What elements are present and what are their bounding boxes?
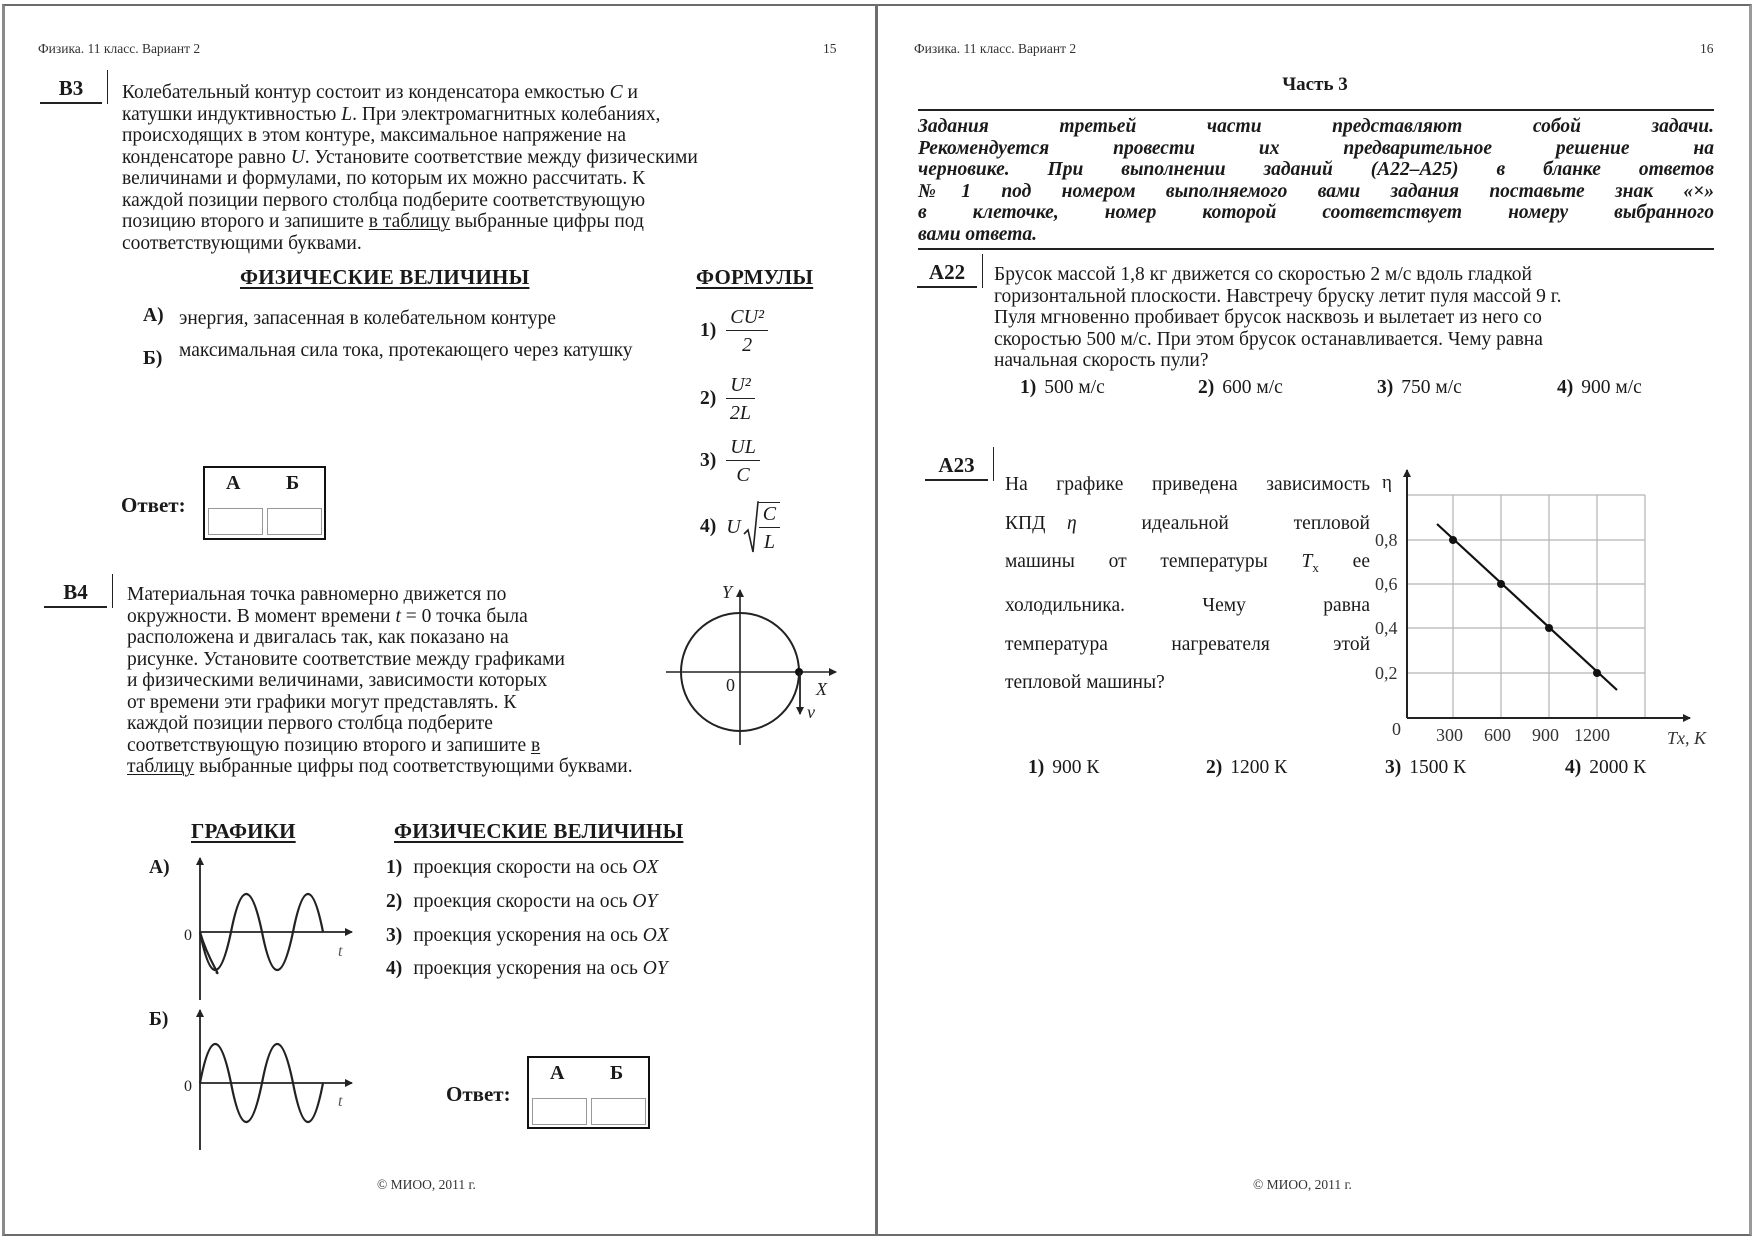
task-label-text: B4 (63, 580, 88, 604)
b3-answer-table (203, 466, 326, 540)
quantity-axis: OY (642, 958, 668, 979)
task-label-b3 (40, 76, 102, 104)
page-footer: © МИОО, 2011 г. (1253, 1177, 1352, 1192)
b3-line: происходящих в этом контуре, максимальное напряжение на (122, 125, 626, 146)
b4-col1-heading: ГРАФИКИ (191, 819, 296, 843)
b3-answer-cell-a[interactable] (208, 508, 263, 535)
quantity-3 (386, 925, 669, 947)
numerator: CU² (726, 306, 768, 331)
option-number: 4) (1557, 377, 1574, 398)
a22-option-2[interactable] (1198, 377, 1283, 399)
instruction-line: Рекомендуется провести их предварительное решение на (918, 137, 1714, 159)
graph-a-origin: 0 (184, 927, 192, 944)
y-tick: 0,2 (1375, 663, 1398, 683)
quantity-label: 3) (386, 925, 403, 946)
graph-b-label: Б) (149, 1009, 169, 1030)
a23-option-4[interactable] (1565, 757, 1646, 779)
origin-label: 0 (1392, 719, 1401, 739)
fraction (759, 502, 780, 553)
b3-item-b-text: максимальная сила тока, протекающего через катушку (179, 340, 633, 361)
page-header-title: Физика. 11 класс. Вариант 2 (38, 41, 201, 56)
instruction-line: №1 под номером выполняемого вами задания поставьте знак «×» (918, 180, 1714, 202)
page-footer: © МИОО, 2011 г. (377, 1177, 476, 1192)
formula-1 (700, 306, 768, 356)
denominator: 2L (729, 402, 752, 424)
b4-line: Материальная точка равномерно движется по (127, 584, 507, 605)
part-title: Часть 3 (1282, 74, 1348, 95)
option-number: 4) (1565, 757, 1582, 778)
graph-a (180, 850, 360, 1010)
quantity-label: 4) (386, 958, 403, 979)
a22-option-1[interactable] (1020, 377, 1105, 399)
chart-y-label: η (1382, 472, 1392, 493)
efficiency-line (1437, 524, 1617, 690)
formula-label: 2) (700, 388, 717, 409)
x-tick: 600 (1484, 725, 1511, 745)
instructions-bottom-rule (918, 248, 1714, 250)
graph-b-t-label: t (338, 1093, 343, 1110)
instruction-line: Задания третьей части представляют собой задачи. (918, 116, 1714, 137)
a22-option-4[interactable] (1557, 377, 1642, 399)
task-label-a23 (925, 453, 988, 481)
formula-2 (700, 374, 755, 424)
option-text: 900 м/с (1581, 377, 1642, 398)
x-tick: 1200 (1574, 725, 1610, 745)
circular-motion-figure (660, 580, 840, 760)
a23-line: температура нагревателя этой (1005, 633, 1370, 655)
a23-option-3[interactable] (1385, 757, 1466, 779)
a23-line: КПД η идеальной тепловой (1005, 512, 1370, 534)
quantity-4 (386, 958, 668, 980)
page-header-title: Физика. 11 класс. Вариант 2 (914, 41, 1077, 56)
a23-option-1[interactable] (1028, 757, 1099, 779)
b4-line: от времени эти графики могут представлять. К (127, 691, 517, 713)
quantity-1 (386, 857, 658, 879)
chart-x-label: Tх, К (1667, 728, 1706, 748)
b3-question-text (122, 82, 836, 254)
option-text: 600 м/с (1222, 377, 1283, 398)
graph-a-label: А) (149, 857, 170, 878)
b4-line: таблицу выбранные цифры под соответствующими буквами. (127, 756, 633, 777)
b4-line: каждой позиции первого столбца подберите (127, 713, 493, 734)
b3-item-a-text: энергия, запасенная в колебательном контуре (179, 308, 556, 329)
b3-answer-cell-b[interactable] (267, 508, 322, 535)
quantity-text: проекция ускорения на ось (413, 958, 643, 979)
task-label-a22 (917, 260, 977, 288)
instructions-top-rule (918, 109, 1714, 111)
sqrt-sign-icon (743, 500, 759, 554)
b3-item-b-label: Б) (143, 348, 163, 369)
a23-line: машины от температуры $T_х$ ее (1005, 551, 1370, 575)
sqrt-expression (726, 500, 780, 554)
option-number: 3) (1385, 757, 1402, 778)
option-text: 900 К (1052, 757, 1100, 778)
b3-col2-heading: ФОРМУЛЫ (696, 265, 814, 289)
b4-answer-cell-a[interactable] (532, 1098, 587, 1125)
option-number: 1) (1028, 757, 1045, 778)
a22-question-text (994, 264, 1714, 372)
a23-option-2[interactable] (1206, 757, 1287, 779)
option-text: 1200 К (1230, 757, 1288, 778)
option-text: 750 м/с (1401, 377, 1462, 398)
x-axis-label: X (816, 679, 827, 699)
instruction-line: в клеточке, номер которой соответствует номеру выбранного (918, 202, 1714, 223)
b4-answer-label: Ответ: (446, 1082, 511, 1106)
task-label-text: А22 (928, 260, 966, 284)
option-number: 1) (1020, 377, 1037, 398)
instruction-line: черновике. При выполнении заданий (А22–А25) в бланке ответов (918, 159, 1714, 180)
graph-a-t-label: t (338, 943, 343, 960)
part-instructions (918, 116, 1714, 245)
a22-option-3[interactable] (1377, 377, 1462, 399)
b4-line: и физическими величинами, зависимости которых (127, 670, 548, 691)
denominator: 2 (742, 334, 753, 356)
a23-line: На графике приведена зависимость (1005, 474, 1370, 495)
b4-line: соответствующую позицию второго и запишите в (127, 734, 541, 756)
answer-col-a-header: А (226, 472, 241, 494)
formula-4 (700, 500, 780, 554)
efficiency-chart (1370, 460, 1710, 750)
b3-line: катушки индуктивностью L. При электромагнитных колебаниях, (122, 103, 661, 125)
a22-line: Брусок массой 1,8 кг движется со скоростью 2 м/с вдоль гладкой (994, 264, 1532, 285)
fraction (726, 306, 768, 356)
b4-col2-heading: ФИЗИЧЕСКИЕ ВЕЛИЧИНЫ (394, 819, 684, 843)
formula-label: 3) (700, 450, 717, 471)
denominator: C (736, 464, 750, 486)
answer-col-b-header: Б (610, 1062, 624, 1084)
page-number: 16 (1700, 41, 1714, 56)
quantity-axis: OX (642, 925, 669, 946)
quantity-label: 1) (386, 857, 403, 878)
b3-line: конденсаторе равно U. Установите соответствие между физическими (122, 146, 698, 168)
b3-col1-heading: ФИЗИЧЕСКИЕ ВЕЛИЧИНЫ (240, 265, 530, 289)
task-label-text: А23 (938, 453, 975, 477)
page-divider (875, 4, 878, 1236)
b3-line: Колебательный контур состоит из конденсатора емкостью C и (122, 82, 638, 103)
fraction (726, 374, 754, 424)
b4-answer-cell-b[interactable] (591, 1098, 646, 1125)
quantity-axis: OY (632, 891, 658, 912)
a22-line: горизонтальной плоскости. Навстречу бруску летит пуля массой 9 г. (994, 285, 1562, 307)
quantity-text: проекция скорости на ось (413, 891, 633, 912)
y-tick: 0,6 (1375, 574, 1398, 594)
formula-label: 4) (700, 516, 717, 537)
a22-line: начальная скорость пули? (994, 350, 1209, 371)
b3-line: позицию второго и запишите в таблицу выбранные цифры под (122, 211, 644, 232)
numerator: C (759, 503, 780, 528)
a22-line: Пуля мгновенно пробивает брусок насквозь и вылетает из него со (994, 307, 1542, 328)
x-tick: 900 (1532, 725, 1559, 745)
page-number: 15 (823, 41, 837, 56)
a23-line: тепловой машины? (1005, 672, 1165, 694)
y-tick: 0,4 (1375, 618, 1398, 638)
b4-line: расположена и двигалась так, как показано на (127, 627, 509, 648)
b4-line: окружности. В момент времени t = 0 точка была (127, 605, 528, 627)
answer-col-a-header: А (550, 1062, 565, 1084)
option-text: 1500 К (1409, 757, 1467, 778)
task-label-b4 (44, 580, 107, 608)
task-label-text: B3 (58, 76, 84, 100)
velocity-label: v (807, 702, 815, 722)
b3-answer-label: Ответ: (121, 493, 186, 517)
y-tick: 0,8 (1375, 530, 1398, 550)
b3-item-a-label: А) (143, 305, 164, 326)
denominator: L (763, 530, 775, 553)
instruction-line: вами ответа. (918, 223, 1037, 245)
origin-label: 0 (726, 675, 735, 695)
option-text: 2000 К (1589, 757, 1647, 778)
quantity-text: проекция ускорения на ось (413, 925, 643, 946)
prefix: U (726, 516, 741, 538)
graph-b (180, 1005, 360, 1165)
y-axis-label: Y (722, 582, 733, 602)
b3-line: соответствующими буквами. (122, 232, 362, 254)
x-tick: 300 (1436, 725, 1463, 745)
b4-question-text (127, 584, 662, 778)
numerator: UL (726, 436, 760, 461)
graph-b-origin: 0 (184, 1078, 192, 1095)
quantity-axis: OX (632, 857, 659, 878)
answer-col-b-header: Б (286, 472, 300, 494)
a23-question-text (1005, 466, 1370, 703)
a23-line: холодильника. Чему равна (1005, 595, 1370, 617)
formula-label: 1) (700, 320, 717, 341)
quantity-2 (386, 891, 657, 913)
b3-line: величинами и формулами, по которым их можно рассчитать. К (122, 168, 646, 189)
quantity-label: 2) (386, 891, 403, 912)
option-number: 2) (1206, 757, 1223, 778)
b3-line: каждой позиции первого столбца подберите соответствующую (122, 189, 646, 211)
quantity-text: проекция скорости на ось (413, 857, 633, 878)
b4-answer-table (527, 1056, 650, 1129)
fraction (726, 436, 760, 486)
option-number: 2) (1198, 377, 1215, 398)
b4-line: рисунке. Установите соответствие между графиками (127, 648, 565, 670)
option-text: 500 м/с (1044, 377, 1105, 398)
formula-3 (700, 436, 760, 486)
option-number: 3) (1377, 377, 1394, 398)
a22-line: скоростью 500 м/с. При этом брусок останавливается. Чему равна (994, 328, 1543, 350)
numerator: U² (726, 374, 754, 399)
